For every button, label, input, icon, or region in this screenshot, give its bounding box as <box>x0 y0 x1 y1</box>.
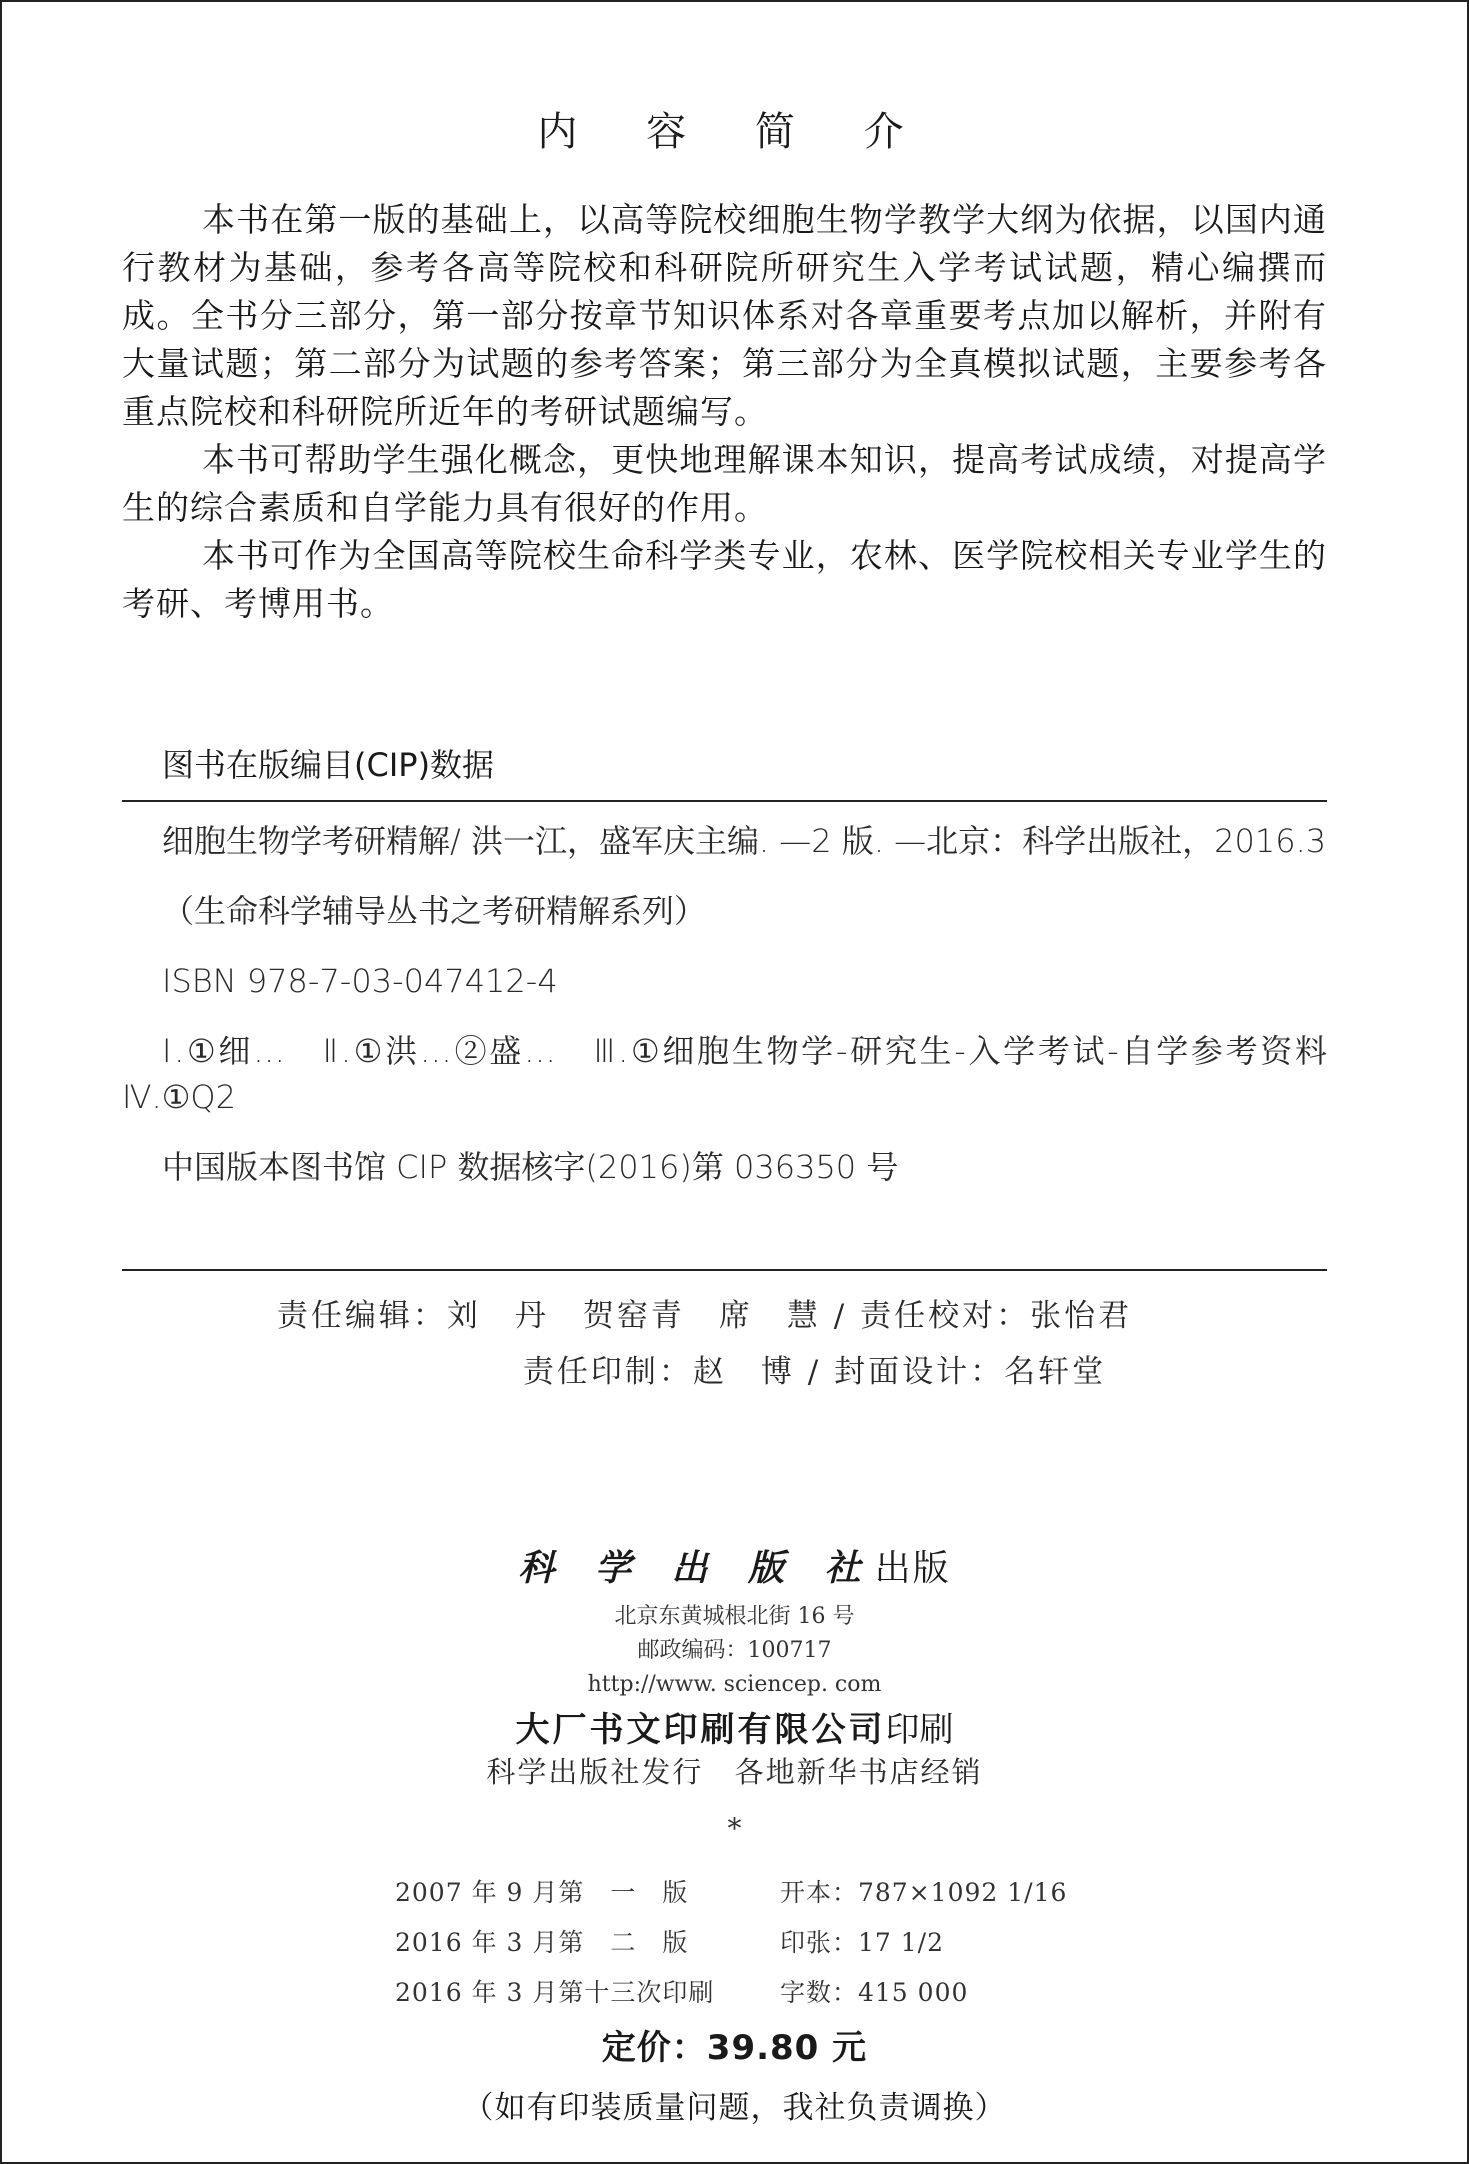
price: 定价：39.80 元 <box>601 2028 868 2068</box>
edition-spec: 印张：17 1/2 <box>780 1928 944 1957</box>
edition-row <box>395 1968 1067 2018</box>
printer-suffix: 印刷 <box>885 1710 954 1750</box>
summary-paragraph: 本书在第一版的基础上，以高等院校细胞生物学教学大纲为依据，以国内通行教材为基础，参考各高等院校和科研院所研究生入学考试试题，精心编撰而成。全书分三部分，第一部分按章节知识体系对各章重要考点加以解析，并附有大量试题；第二部分为试题的参考答案；第三部分为全真模拟试题，主要参考各重点院校和科研院所近年的考研试题编写。 <box>122 200 1327 431</box>
edition-date: 2016 年 3 月第十三次印刷 <box>395 1978 715 2007</box>
edition-spec: 开本：787×1092 1/16 <box>780 1878 1068 1907</box>
summary-title: 内 容 简 介 <box>537 109 932 155</box>
distribution-seller: 各地新华书店经销 <box>734 1755 983 1789</box>
publisher-postcode: 邮政编码：100717 <box>637 1638 832 1663</box>
cip-entry-number: 中国版本图书馆 CIP 数据核字(2016)第 036350 号 <box>162 1148 899 1186</box>
edition-date: 2016 年 3 月第 二 版 <box>395 1928 689 1957</box>
publisher-name: 科 学 出 版 社 <box>518 1547 875 1589</box>
cip-entry-isbn: ISBN 978-7-03-047412-4 <box>162 962 558 1000</box>
cip-top-rule <box>122 800 1327 802</box>
edition-row <box>395 1868 1067 1918</box>
cip-entry-title: 细胞生物学考研精解/ 洪一江，盛军庆主编. —2 版. —北京：科学出版社，2016.3 <box>162 822 1327 860</box>
publisher-suffix: 出版 <box>874 1548 951 1589</box>
publisher-address: 北京东黄城根北街 16 号 <box>614 1604 855 1629</box>
quality-notice: （如有印装质量问题，我社负责调换） <box>462 2090 1007 2126</box>
distribution-line <box>0 1750 1469 1791</box>
cip-data-block <box>122 818 1360 1214</box>
publisher-line <box>0 1540 1469 1591</box>
summary-body <box>122 196 1327 628</box>
edition-spec: 字数：415 000 <box>780 1978 969 2007</box>
cip-entry-subjects: Ⅰ.①细… Ⅱ.①洪…②盛… Ⅲ.①细胞生物学-研究生-入学考试-自学参考资料 Ⅳ.①Q2 <box>122 1032 1360 1116</box>
publisher-url: http://www. sciencep. com <box>587 1672 882 1697</box>
printer-name: 大厂书文印刷有限公司 <box>515 1710 886 1750</box>
cip-bottom-rule <box>122 1269 1327 1271</box>
edition-info <box>395 1868 1067 2018</box>
separator-star: * <box>727 1812 742 1845</box>
distribution-issuer: 科学出版社发行 <box>486 1755 704 1789</box>
edition-row <box>395 1918 1067 1968</box>
summary-paragraph: 本书可作为全国高等院校生命科学类专业，农林、医学院校相关专业学生的考研、考博用书。 <box>122 536 1327 623</box>
summary-paragraph: 本书可帮助学生强化概念，更快地理解课本知识，提高考试成绩，对提高学生的综合素质和自学能力具有很好的作用。 <box>122 440 1327 527</box>
credits <box>0 1288 1469 1400</box>
printer-line <box>0 1702 1469 1751</box>
publisher-contact <box>0 1600 1469 1702</box>
edition-date: 2007 年 9 月第 一 版 <box>395 1878 689 1907</box>
credits-production: 责任印制：赵 博 / 封面设计：名轩堂 <box>522 1354 1107 1390</box>
cip-entry-series: （生命科学辅导丛书之考研精解系列） <box>162 892 707 930</box>
credits-editors: 责任编辑：刘 丹 贺窑青 席 慧 / 责任校对：张怡君 <box>276 1298 1133 1334</box>
cip-heading: 图书在版编目(CIP)数据 <box>162 746 495 784</box>
